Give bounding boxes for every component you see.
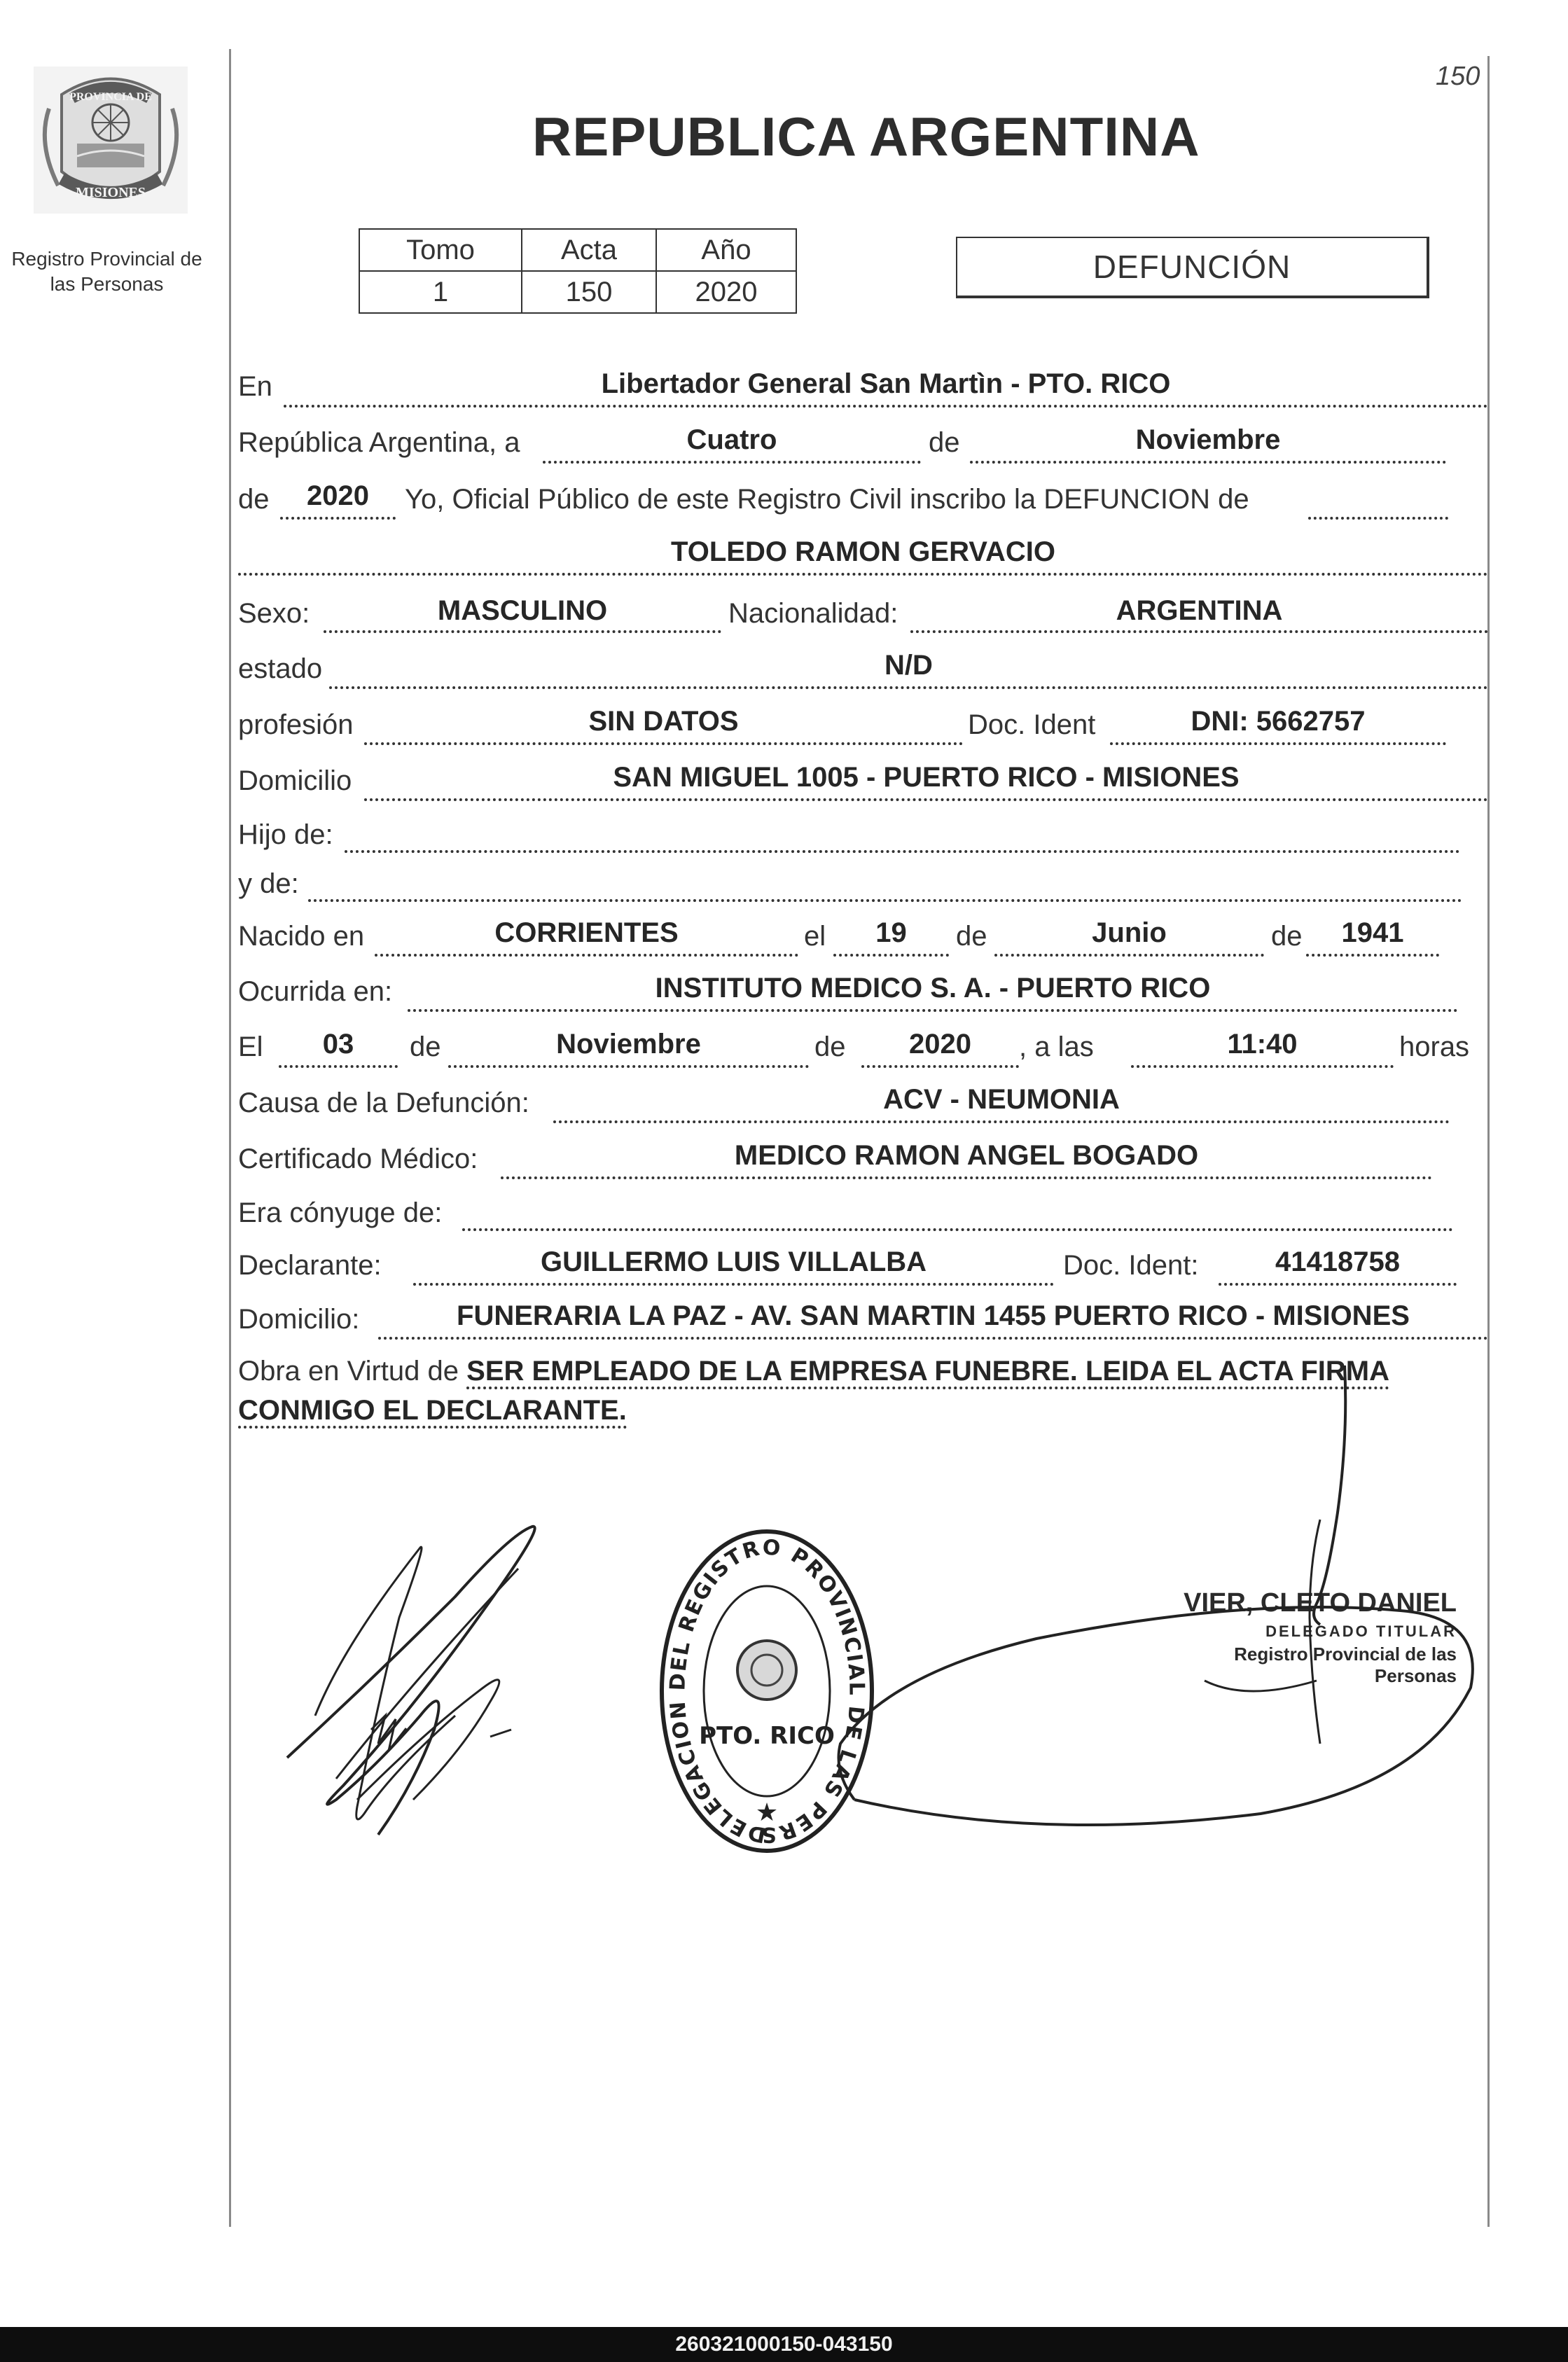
nacionalidad-label: Nacionalidad:: [728, 598, 899, 629]
hijo-de-dotline: [345, 850, 1460, 853]
intro-trailing-dotline: [1308, 517, 1448, 520]
value-ano: 2020: [656, 271, 796, 313]
month-value: Noviembre: [1135, 424, 1281, 455]
day-written-value: Cuatro: [686, 424, 777, 455]
record-table-value-row: [359, 271, 796, 313]
page-title: REPUBLICA ARGENTINA: [532, 106, 1200, 167]
birth-place-dotline: [375, 954, 798, 957]
birth-place-value: CORRIENTES: [494, 917, 679, 948]
registry-name: Registro Provincial de las Personas: [11, 248, 202, 295]
left-margin-line: [229, 49, 231, 2227]
month-dotline: [970, 461, 1446, 464]
death-day-value: 03: [322, 1029, 354, 1060]
de-label: de: [929, 427, 960, 458]
declarante-domicilio-label: Domicilio:: [238, 1304, 360, 1335]
declarante-doc-value: 41418758: [1275, 1246, 1400, 1277]
officer-org: Registro Provincial de las Personas: [1234, 1644, 1457, 1686]
obra-value-line1: SER EMPLEADO DE LA EMPRESA FUNEBRE. LEIDA EL ACTA FIRMA: [466, 1356, 1389, 1389]
misiones-emblem: [34, 67, 188, 214]
death-time-dotline: [1131, 1065, 1394, 1068]
declarante-doc-label: Doc. Ident:: [1063, 1250, 1199, 1281]
sexo-label: Sexo:: [238, 598, 310, 629]
causa-label: Causa de la Defunción:: [238, 1088, 529, 1118]
intro-text: Yo, Oficial Público de este Registro Civil inscribo la DEFUNCION de: [405, 484, 1249, 515]
republica-label: República Argentina, a: [238, 427, 520, 458]
certificado-label: Certificado Médico:: [238, 1144, 478, 1174]
svg-text:MISIONES: MISIONES: [75, 185, 146, 200]
svg-text:PROVINCIA DE: PROVINCIA DE: [69, 91, 152, 103]
declarante-value: GUILLERMO LUIS VILLALBA: [540, 1246, 927, 1277]
svg-text:PTO. RICO: PTO. RICO: [699, 1722, 835, 1750]
birth-day-value: 19: [875, 917, 907, 948]
ocurrida-dotline: [408, 1009, 1458, 1012]
sexo-dotline: [324, 630, 721, 633]
certificado-dotline: [501, 1176, 1432, 1179]
birth-year-value: 1941: [1341, 917, 1404, 948]
nacido-label: Nacido en: [238, 921, 365, 952]
officer-signature: [826, 1352, 1485, 1842]
obra-label: Obra en Virtud de: [238, 1356, 459, 1387]
officer-role: DELEGADO TITULAR: [1265, 1623, 1457, 1640]
value-tomo: 1: [359, 271, 522, 313]
conyuge-label: Era cónyuge de:: [238, 1197, 443, 1228]
day-dotline: [543, 461, 921, 464]
causa-dotline: [553, 1120, 1450, 1123]
death-year-dotline: [861, 1065, 1019, 1068]
officer-name: VIER, CLETO DANIEL: [1184, 1588, 1457, 1618]
profesion-label: profesión: [238, 709, 354, 740]
record-table-header-row: [359, 229, 796, 271]
domicilio-dotline: [364, 798, 1488, 801]
svg-text:★: ★: [755, 1798, 779, 1826]
birth-month-value: Junio: [1092, 917, 1167, 948]
declarante-domicilio-dotline: [378, 1337, 1488, 1340]
doc-ident-value: DNI: 5662757: [1191, 706, 1366, 737]
estado-value: N/D: [884, 650, 933, 681]
declarante-label: Declarante:: [238, 1250, 382, 1281]
intro-year-value: 2020: [307, 480, 369, 511]
header-acta: Acta: [522, 229, 656, 271]
declarante-dotline: [413, 1283, 1054, 1286]
death-day-dotline: [279, 1065, 398, 1068]
en-value: Libertador General San Martìn - PTO. RICO: [601, 368, 1171, 399]
profesion-value: SIN DATOS: [588, 706, 739, 737]
sexo-value: MASCULINO: [437, 595, 608, 626]
value-acta: 150: [522, 271, 656, 313]
intro-de-label: de: [238, 484, 270, 515]
death-time-value: 11:40: [1227, 1029, 1298, 1060]
nacionalidad-dotline: [910, 630, 1488, 633]
declarante-doc-dotline: [1219, 1283, 1457, 1286]
header-ano: Año: [656, 229, 796, 271]
death-month-dotline: [448, 1065, 809, 1068]
en-label: En: [238, 371, 272, 402]
fecha-de1-label: de: [410, 1031, 441, 1062]
domicilio-value: SAN MIGUEL 1005 - PUERTO RICO - MISIONES: [613, 762, 1240, 793]
footer-code: 260321000150-043150: [0, 2327, 1568, 2362]
nacido-el-label: el: [804, 921, 826, 952]
document-type-box: DEFUNCIÓN: [956, 237, 1429, 298]
intro-year-dotline: [280, 517, 396, 520]
page-number: 150: [1436, 62, 1480, 91]
a-las-label: , a las: [1019, 1031, 1094, 1062]
header-tomo: Tomo: [359, 229, 522, 271]
death-month-value: Noviembre: [556, 1029, 701, 1060]
obra-value-line2: CONMIGO EL DECLARANTE.: [238, 1395, 627, 1429]
profesion-dotline: [364, 742, 963, 745]
horas-label: horas: [1399, 1031, 1470, 1062]
nacido-de1-label: de: [956, 921, 987, 952]
hijo-de-label: Hijo de:: [238, 819, 333, 850]
nacionalidad-value: ARGENTINA: [1116, 595, 1283, 626]
causa-value: ACV - NEUMONIA: [883, 1084, 1120, 1115]
name-dotline: [238, 573, 1488, 576]
y-de-label: y de:: [238, 868, 299, 899]
birth-year-dotline: [1306, 954, 1439, 957]
domicilio-label: Domicilio: [238, 765, 352, 796]
ocurrida-label: Ocurrida en:: [238, 976, 393, 1007]
declarante-domicilio-value: FUNERARIA LA PAZ - AV. SAN MARTIN 1455 PUERTO RICO - MISIONES: [457, 1300, 1410, 1331]
death-year-value: 2020: [909, 1029, 971, 1060]
y-de-dotline: [308, 899, 1462, 902]
birth-day-dotline: [833, 954, 949, 957]
doc-ident-label: Doc. Ident: [968, 709, 1096, 740]
nacido-de2-label: de: [1271, 921, 1303, 952]
doc-ident-dotline: [1110, 742, 1446, 745]
fecha-el-label: El: [238, 1031, 263, 1062]
conyuge-dotline: [462, 1228, 1453, 1231]
record-table: [359, 228, 797, 314]
fecha-de2-label: de: [814, 1031, 846, 1062]
ocurrida-value: INSTITUTO MEDICO S. A. - PUERTO RICO: [655, 973, 1211, 1003]
deceased-name: TOLEDO RAMON GERVACIO: [671, 536, 1055, 567]
estado-dotline: [329, 686, 1488, 689]
birth-month-dotline: [994, 954, 1264, 957]
declarant-signature: [273, 1506, 637, 1842]
certificado-value: MEDICO RAMON ANGEL BOGADO: [734, 1140, 1199, 1171]
svg-text:DELEGACION DEL REGISTRO PROVIN: DELEGACION DEL REGISTRO PROVINCIAL DE LAS PERS: [665, 1535, 869, 1847]
estado-label: estado: [238, 653, 323, 684]
en-dotline: [284, 405, 1488, 408]
